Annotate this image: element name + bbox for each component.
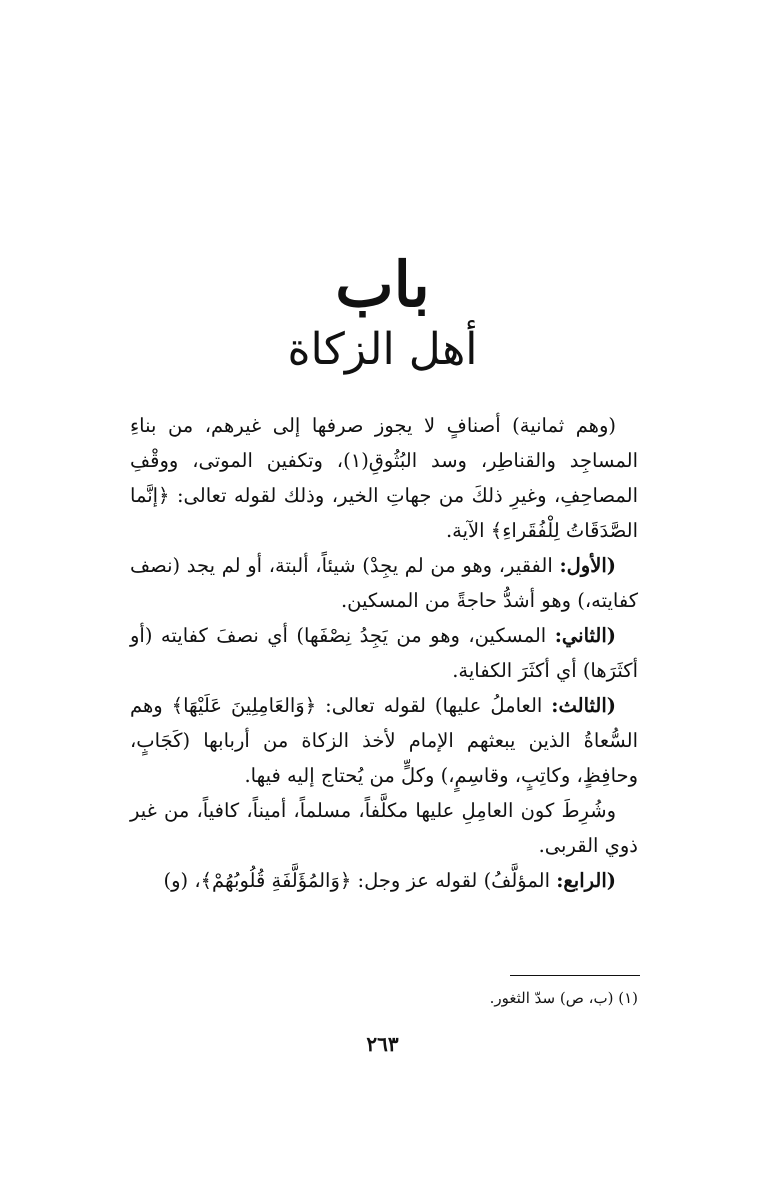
paragraph-second-category [130, 618, 638, 688]
category-term: (الأول: [559, 554, 616, 577]
paragraph-text: العاملُ عليها) لقوله تعالى: ﴿وَالعَامِلِينَ عَلَيْهَا﴾ وهم السُّعاةُ الذين يبعثهم الإمام لأخذ الزكاة من أربابها (كَجَابٍ، وحافِظٍ، وكاتِبٍ، وقاسِمٍ،) وكلٍّ من يُحتاج إليه فيها. [130, 694, 638, 787]
chapter-title: أهل الزكاة [287, 324, 478, 375]
paragraph-intro [130, 408, 638, 548]
paragraph-text: وشُرِطَ كون العامِلِ عليها مكلَّفاً، مسلماً، أميناً، كافياً، من غير ذوي القربى. [130, 799, 638, 857]
paragraph-fourth-category [130, 863, 638, 898]
category-term: (الثالث: [551, 694, 616, 717]
paragraph-third-category [130, 688, 638, 793]
paragraph-text: (وهم ثمانية) أصنافٍ لا يجوز صرفها إلى غيرهم، من بناءِ المساجِد والقناطِر، وسد البُثُوقِ(١)، وتكفين الموتى، ووقْفِ المصاحِفِ، وغيرِ ذلكَ من جهاتِ الخير، وذلك لقوله تعالى: ﴿إنَّما الصَّدَقَاتُ لِلْفُقَراءِ﴾ الآية. [130, 414, 638, 542]
category-term: (الرابع: [556, 869, 616, 892]
footnote-divider [510, 975, 640, 976]
chapter-label: باب [335, 248, 430, 321]
paragraph-first-category [130, 548, 638, 618]
footnote: (١) (ب، ص) سدّ الثغور. [489, 989, 638, 1007]
body-text [130, 408, 638, 898]
category-term: (الثاني: [554, 624, 616, 647]
paragraph-collector-condition [130, 793, 638, 863]
paragraph-text: الفقير، وهو من لم يجِدْ) شيئاً، ألبتة، أو لم يجد (نصف كفايته،) وهو أشدُّ حاجةً من المسكين. [130, 554, 638, 612]
paragraph-text: المؤلَّفُ) لقوله عز وجل: ﴿وَالمُؤَلَّفَةِ قُلُوبُهُمْ﴾، (و) [163, 869, 557, 892]
paragraph-text: المسكين، وهو من يَجِدُ نِصْفَها) أي نصفَ كفايته (أو أكثَرَها) أي أكثَرَ الكفاية. [130, 624, 638, 682]
page-number: ٢٦٣ [366, 1032, 399, 1056]
